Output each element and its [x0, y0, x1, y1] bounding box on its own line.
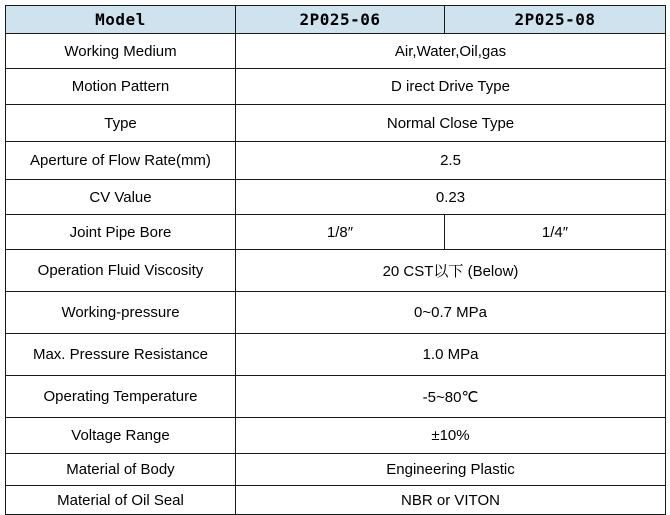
spec-table: [5, 5, 666, 515]
table-row: [6, 105, 666, 142]
row-label: Working Medium: [6, 34, 236, 69]
row-label: Aperture of Flow Rate(mm): [6, 142, 236, 180]
row-value: 0.23: [236, 180, 666, 215]
header-col-b: 2P025-08: [445, 6, 666, 34]
table-row: [6, 34, 666, 69]
header-col-a: 2P025-06: [236, 6, 445, 34]
row-label: Material of Body: [6, 454, 236, 486]
row-value: D irect Drive Type: [236, 69, 666, 105]
row-label: Joint Pipe Bore: [6, 215, 236, 250]
row-value: ±10%: [236, 418, 666, 454]
table-row: [6, 142, 666, 180]
table-row: [6, 334, 666, 376]
table-row: [6, 292, 666, 334]
table-row: [6, 180, 666, 215]
row-label: CV Value: [6, 180, 236, 215]
row-label: Material of Oil Seal: [6, 486, 236, 515]
row-value-b: 1/4″: [445, 215, 666, 250]
table-row: [6, 486, 666, 515]
table-row: [6, 418, 666, 454]
row-value: 1.0 MPa: [236, 334, 666, 376]
row-value: NBR or VITON: [236, 486, 666, 515]
row-value: Air,Water,Oil,gas: [236, 34, 666, 69]
row-value: -5~80℃: [236, 376, 666, 418]
row-label: Voltage Range: [6, 418, 236, 454]
row-value: Engineering Plastic: [236, 454, 666, 486]
row-value: Normal Close Type: [236, 105, 666, 142]
table-row: [6, 454, 666, 486]
row-label: Max. Pressure Resistance: [6, 334, 236, 376]
row-value-a: 1/8″: [236, 215, 445, 250]
row-value: 20 CST以下 (Below): [236, 250, 666, 292]
row-value: 2.5: [236, 142, 666, 180]
table-row: [6, 69, 666, 105]
table-row: [6, 250, 666, 292]
table-row: [6, 376, 666, 418]
row-label: Operation Fluid Viscosity: [6, 250, 236, 292]
header-model: Model: [6, 6, 236, 34]
header-row: [6, 6, 666, 34]
table-row: [6, 215, 666, 250]
row-label: Type: [6, 105, 236, 142]
row-label: Working-pressure: [6, 292, 236, 334]
row-label: Operating Temperature: [6, 376, 236, 418]
row-value: 0~0.7 MPa: [236, 292, 666, 334]
row-label: Motion Pattern: [6, 69, 236, 105]
